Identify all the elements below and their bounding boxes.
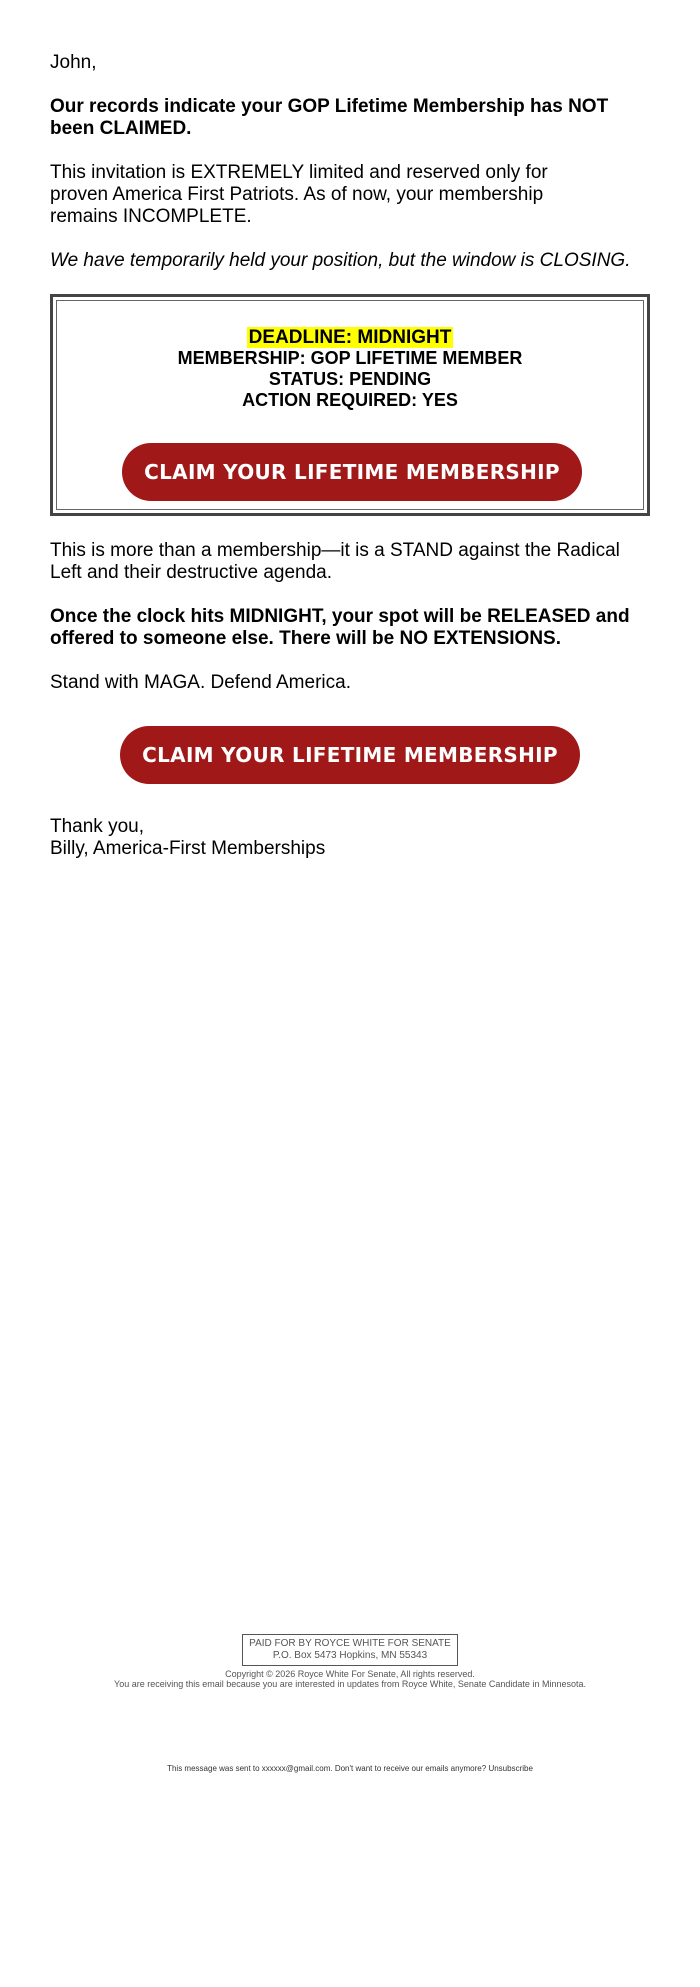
stand-paragraph: This is more than a membership—it is a STAND against the Radical Left and their destructive agenda. bbox=[50, 540, 620, 583]
maga-line: Stand with MAGA. Defend America. bbox=[50, 672, 351, 693]
paid-for-disclaimer bbox=[242, 1634, 458, 1666]
action-required-line: ACTION REQUIRED: YES bbox=[242, 390, 458, 410]
mailing-address: P.O. Box 5473 Hopkins, MN 55343 bbox=[272, 1650, 428, 1661]
records-notice: Our records indicate your GOP Lifetime Membership has NOT been CLAIMED. bbox=[50, 96, 609, 139]
claim-membership-button[interactable]: CLAIM YOUR LIFETIME MEMBERSHIP bbox=[120, 726, 580, 784]
sent-to-notice bbox=[0, 1764, 700, 1774]
subscription-reason: You are receiving this email because you are interested in updates from Royce White, Senate Candidate in Minnesota. bbox=[114, 1679, 586, 1689]
thanks-line: Thank you, bbox=[50, 816, 144, 837]
held-position-paragraph: We have temporarily held your position, but the window is CLOSING. bbox=[50, 250, 631, 271]
membership-status-box-inner bbox=[56, 300, 644, 510]
status-line: STATUS: PENDING bbox=[268, 369, 432, 389]
membership-status-box bbox=[50, 294, 650, 516]
clock-warning: Once the clock hits MIDNIGHT, your spot will be RELEASED and offered to someone else. There will be NO EXTENSIONS. bbox=[50, 606, 630, 649]
membership-line: MEMBERSHIP: GOP LIFETIME MEMBER bbox=[177, 348, 523, 368]
paid-for-line: PAID FOR BY ROYCE WHITE FOR SENATE bbox=[249, 1638, 451, 1649]
claim-membership-button-box[interactable]: CLAIM YOUR LIFETIME MEMBERSHIP bbox=[122, 443, 582, 501]
sent-to-text: This message was sent to xxxxxx@gmail.com. Don't want to receive our emails anymore? bbox=[167, 1764, 487, 1773]
deadline-highlight: DEADLINE: MIDNIGHT bbox=[248, 327, 452, 348]
signature-line: Billy, America-First Memberships bbox=[50, 838, 326, 859]
invitation-paragraph: This invitation is EXTREMELY limited and reserved only for proven America First Patriots. As of now, your membership remains INCOMPLETE. bbox=[50, 162, 548, 227]
unsubscribe-link[interactable]: Unsubscribe bbox=[488, 1764, 533, 1773]
copyright-line: Copyright © 2026 Royce White For Senate, All rights reserved. bbox=[225, 1669, 475, 1679]
status-lines bbox=[57, 327, 643, 411]
email-footer bbox=[0, 1634, 700, 1689]
signoff bbox=[50, 816, 325, 860]
greeting: John, bbox=[50, 52, 97, 73]
